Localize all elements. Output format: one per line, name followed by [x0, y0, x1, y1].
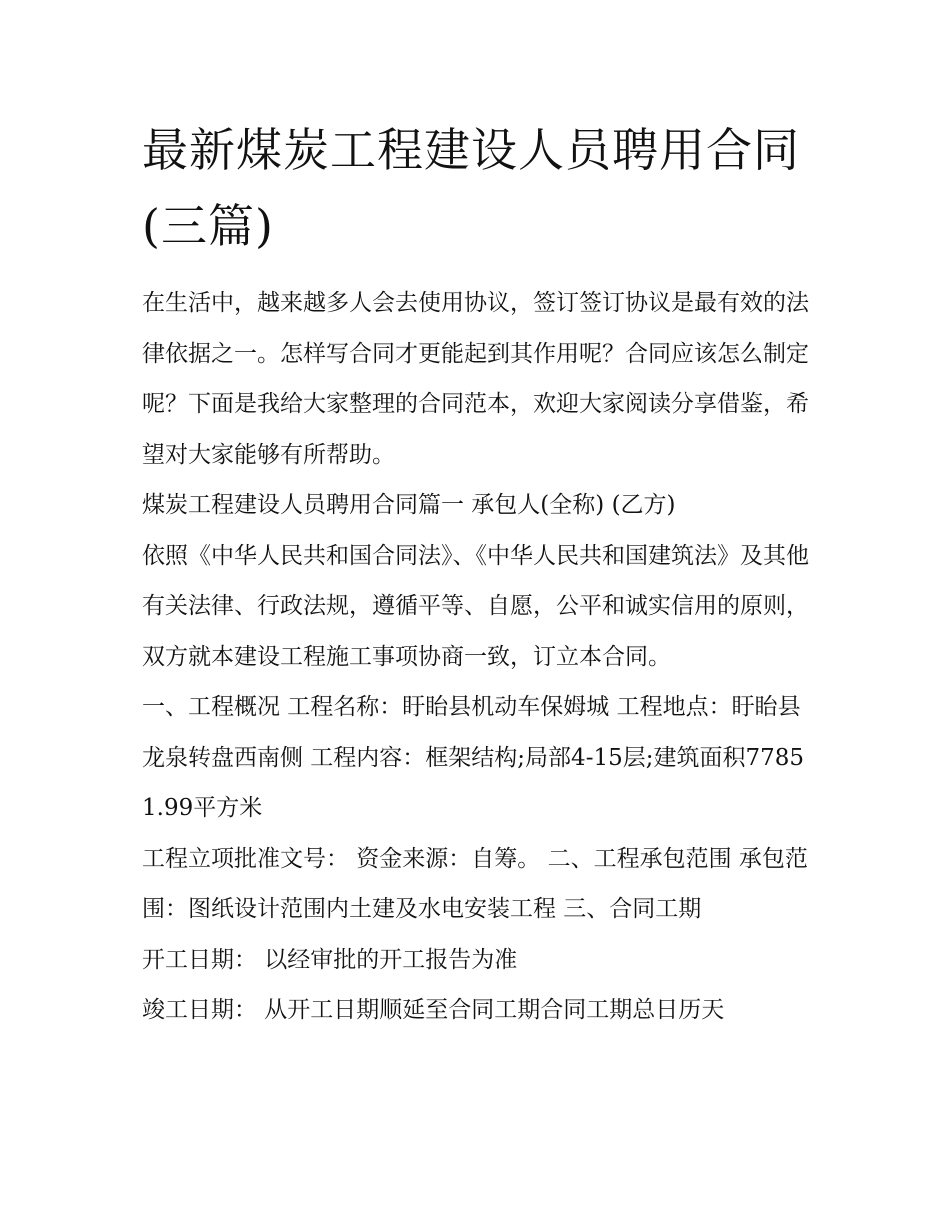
- approval-scope-paragraph: 工程立项批准文号： 资金来源：自筹。 二、工程承包范围 承包范围：图纸设计范围内土建及水电安装工程 三、合同工期: [142, 845, 808, 922]
- start-date-paragraph: 开工日期： 以经审批的开工报告为准: [142, 946, 518, 973]
- document-title: 最新煤炭工程建设人员聘用合同(三篇): [142, 123, 800, 253]
- project-overview-paragraph: 一、工程概况 工程名称：盱眙县机动车保姆城 工程地点：盱眙县龙泉转盘西南侧 工程内容：框架结构;局部4-15层;建筑面积77851.99平方米: [142, 694, 805, 821]
- document-page: [142, 112, 812, 1036]
- intro-paragraph: 在生活中，越来越多人会去使用协议，签订签订协议是最有效的法律依据之一。怎样写合同才更能起到其作用呢？合同应该怎么制定呢？下面是我给大家整理的合同范本，欢迎大家阅读分享借鉴，希望对大家能够有所帮助。: [142, 290, 809, 468]
- completion-date-paragraph: 竣工日期： 从开工日期顺延至合同工期合同工期总日历天: [142, 997, 725, 1023]
- legal-basis-paragraph: 依照《中华人民共和国合同法》、《中华人民共和国建筑法》及其他有关法律、行政法规，遵循平等、自愿，公平和诚实信用的原则，双方就本建设工程施工事项协商一致，订立本合同。: [142, 542, 809, 670]
- section-heading-paragraph: 煤炭工程建设人员聘用合同篇一 承包人(全称) (乙方): [142, 492, 676, 518]
